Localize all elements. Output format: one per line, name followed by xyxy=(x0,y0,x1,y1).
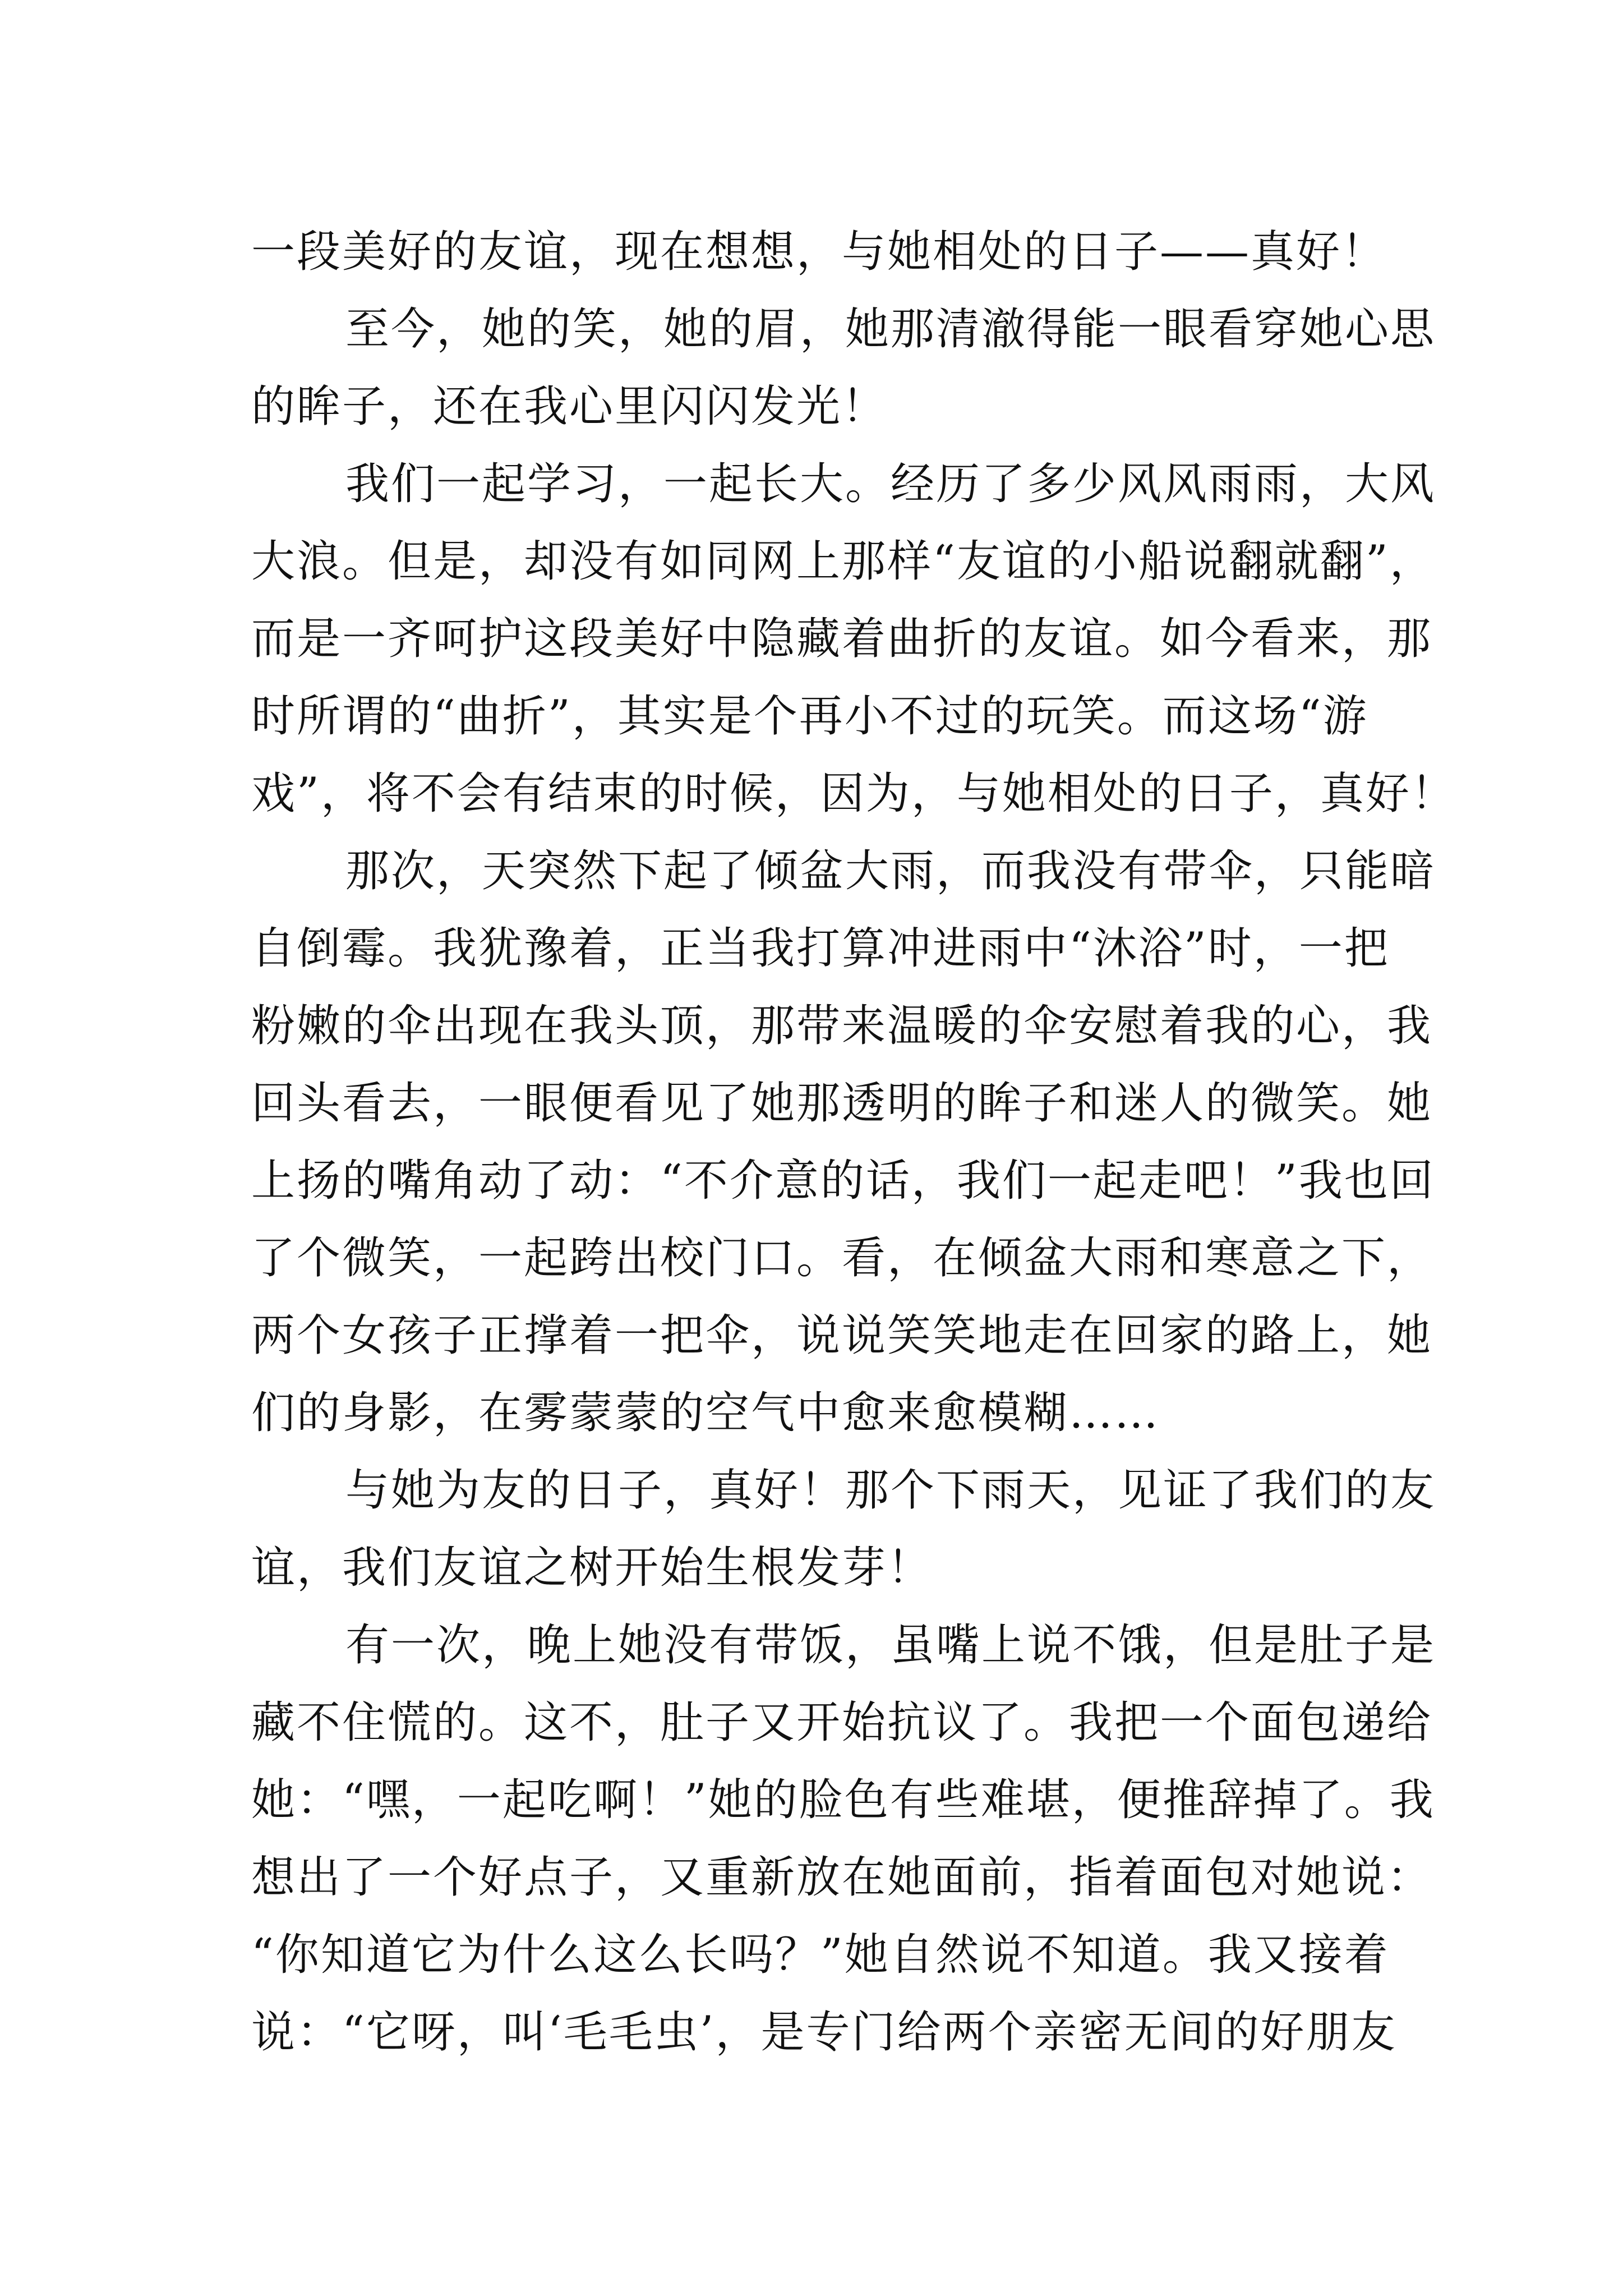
body-text xyxy=(251,213,1456,2071)
text-line: 大浪。但是，却没有如同网上那样“友谊的小船说翻就翻”， xyxy=(251,536,1435,587)
text-line: 的眸子，还在我心里闪闪发光！ xyxy=(251,381,888,432)
text-line: 藏不住慌的。这不，肚子又开始抗议了。我把一个面包递给 xyxy=(251,1697,1433,1748)
paragraph-first-line: 有一次，晚上她没有带饭，虽嘴上说不饿，但是肚子是 xyxy=(345,1620,1436,1671)
text-line: 们的身影，在雾蒙蒙的空气中愈来愈模糊…… xyxy=(251,1388,1160,1438)
text-line: 自倒霉。我犹豫着，正当我打算冲进雨中“沐浴”时，一把 xyxy=(251,923,1390,974)
text-line: 时所谓的“曲折”，其实是个再小不过的玩笑。而这场“游 xyxy=(251,691,1368,742)
text-line: 而是一齐呵护这段美好中隐藏着曲折的友谊。如今看来，那 xyxy=(251,614,1433,664)
text-line: 想出了一个好点子，又重新放在她面前，指着面包对她说： xyxy=(251,1852,1433,1903)
text-line: 她：“嘿，一起吃啊！”她的脸色有些难堪，便推辞掉了。我 xyxy=(251,1775,1435,1825)
text-line: 上扬的嘴角动了动：“不介意的话，我们一起走吧！”我也回 xyxy=(251,1156,1435,1206)
text-line: 回头看去，一眼便看见了她那透明的眸子和迷人的微笑。她 xyxy=(251,1078,1433,1129)
paragraph-first-line: 那次，天突然下起了倾盆大雨，而我没有带伞，只能暗 xyxy=(345,846,1436,896)
text-line: 粉嫩的伞出现在我头顶，那带来温暖的伞安慰着我的心，我 xyxy=(251,1001,1433,1051)
paragraph-first-line: 至今，她的笑，她的眉，她那清澈得能一眼看穿她心思 xyxy=(345,304,1436,355)
text-line: 说：“它呀，叫‘毛毛虫’，是专门给两个亲密无间的好朋友 xyxy=(251,2007,1397,2058)
text-line: 谊，我们友谊之树开始生根发芽！ xyxy=(251,1543,933,1593)
paragraph-first-line: 与她为友的日子，真好！那个下雨天，见证了我们的友 xyxy=(345,1465,1436,1516)
paragraph-first-line: 我们一起学习，一起长大。经历了多少风风雨雨，大风 xyxy=(345,459,1436,509)
text-line: 了个微笑，一起跨出校门口。看，在倾盆大雨和寒意之下， xyxy=(251,1233,1433,1283)
text-line: “你知道它为什么这么长吗？”她自然说不知道。我又接着 xyxy=(251,1930,1390,1980)
text-line: 一段美好的友谊，现在想想，与她相处的日子——真好！ xyxy=(251,227,1387,277)
text-line: 两个女孩子正撑着一把伞，说说笑笑地走在回家的路上，她 xyxy=(251,1310,1433,1361)
text-line: 戏”，将不会有结束的时候，因为，与她相处的日子，真好！ xyxy=(251,769,1456,819)
